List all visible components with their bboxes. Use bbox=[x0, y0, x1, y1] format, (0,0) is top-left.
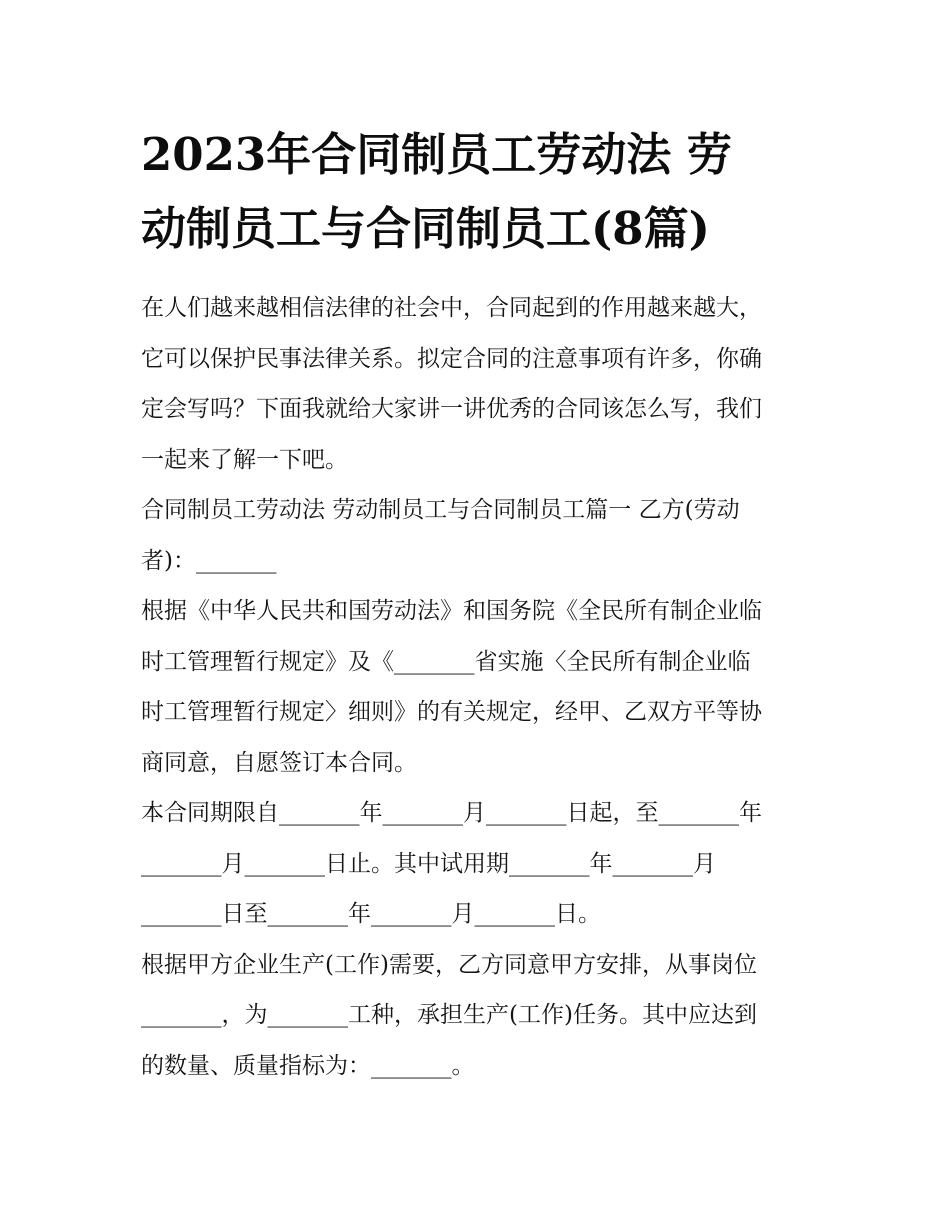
text-line: 者)：_______ bbox=[141, 547, 277, 574]
text-line: 定会写吗？下面我就给大家讲一讲优秀的合同该怎么写，我们 bbox=[141, 396, 762, 422]
document-title bbox=[141, 118, 813, 266]
text-line: 根据甲方企业生产(工作)需要，乙方同意甲方安排，从事岗位 bbox=[141, 951, 757, 978]
text-line: 时工管理暂行规定》及《_______省实施〈全民所有制企业临 bbox=[141, 648, 751, 675]
title-line-2: 动制员工与合同制员工(8篇) bbox=[141, 202, 710, 255]
text-line: _______月_______日止。其中试用期_______年_______月 bbox=[141, 850, 716, 877]
text-line: 一起来了解一下吧。 bbox=[141, 446, 348, 473]
text-line: _______日至_______年_______月_______日。 bbox=[141, 901, 601, 927]
text-line: 的数量、质量指标为：_______。 bbox=[141, 1052, 475, 1079]
text-line: 商同意，自愿签订本合同。 bbox=[141, 749, 417, 776]
document-body bbox=[141, 283, 813, 1091]
text-line: 它可以保护民事法律关系。拟定合同的注意事项有许多，你确 bbox=[141, 345, 762, 372]
job-duty-paragraph bbox=[141, 940, 813, 1092]
contract-term-paragraph bbox=[141, 788, 813, 940]
title-line-1: 2023年合同制员工劳动法 劳 bbox=[141, 128, 732, 181]
text-line: 时工管理暂行规定〉细则》的有关规定，经甲、乙双方平等协 bbox=[141, 699, 762, 725]
text-line: 本合同期限自_______年_______月_______日起，至_______年 bbox=[141, 800, 762, 826]
text-line: 在人们越来越相信法律的社会中，合同起到的作用越来越大， bbox=[141, 295, 762, 321]
text-line: 合同制员工劳动法 劳动制员工与合同制员工篇一 乙方(劳动 bbox=[141, 497, 740, 523]
text-line: _______，为_______工种，承担生产(工作)任务。其中应达到 bbox=[141, 1002, 757, 1028]
legal-basis-paragraph bbox=[141, 586, 813, 788]
section-heading-paragraph bbox=[141, 485, 813, 586]
text-line: 根据《中华人民共和国劳动法》和国务院《全民所有制企业临 bbox=[141, 598, 762, 624]
intro-paragraph bbox=[141, 283, 813, 485]
document-page bbox=[141, 118, 813, 1091]
